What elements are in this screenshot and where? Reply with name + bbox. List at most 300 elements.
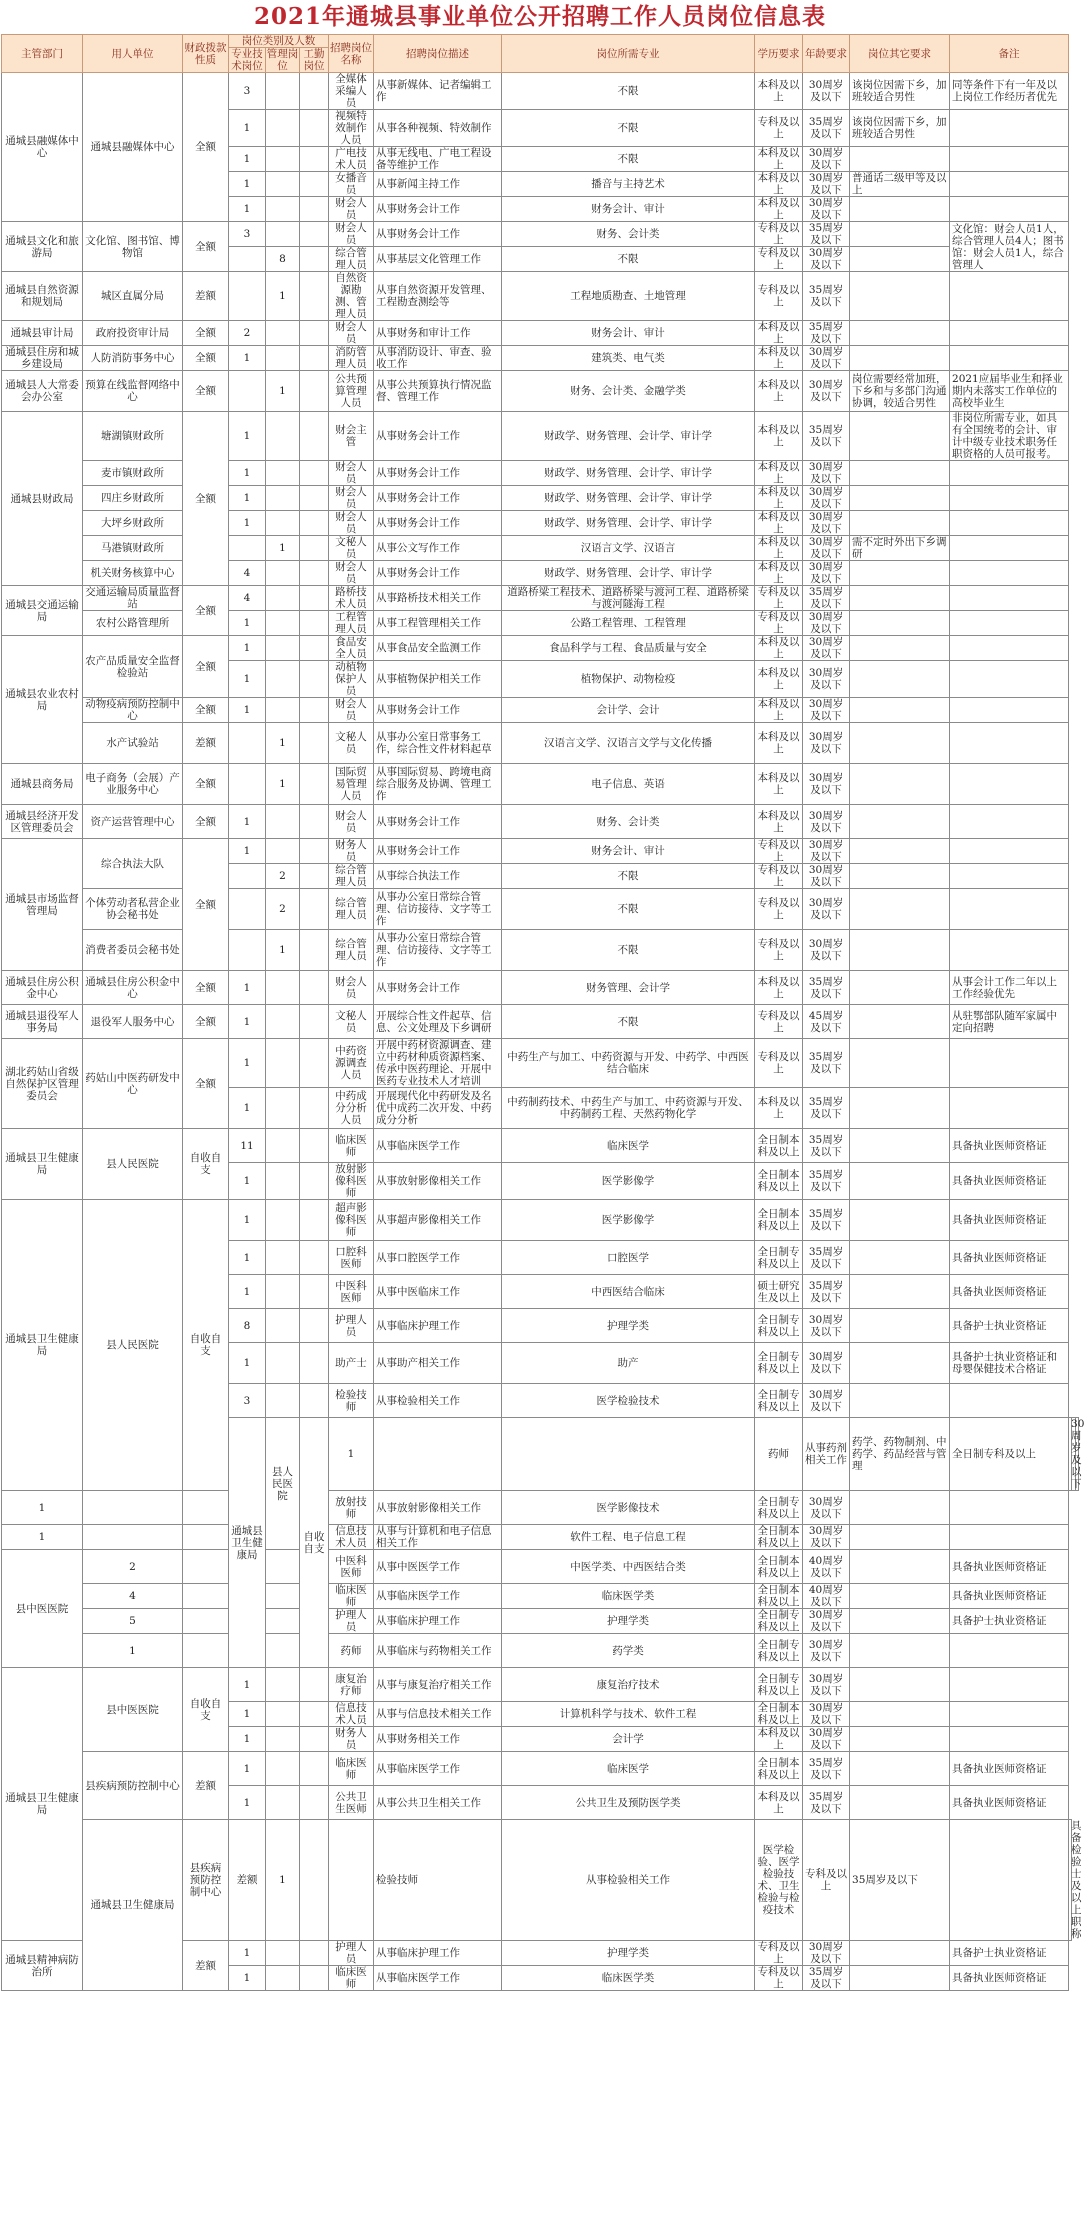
table-cell: 1 (229, 698, 266, 723)
table-cell: 需不定时外出下乡调研 (850, 536, 950, 561)
table-cell: 中医科医师 (329, 1275, 374, 1309)
table-row (2, 511, 1079, 536)
table-cell (300, 971, 329, 1005)
table-cell (300, 1241, 329, 1275)
table-cell: 从事临床医学工作 (374, 1752, 502, 1786)
table-cell: 30周岁及以下 (803, 1525, 850, 1550)
table-row (2, 698, 1079, 723)
table-cell: 通城县卫生健康局 (2, 1200, 83, 1491)
table-cell: 全日制专科及以上 (755, 1309, 803, 1343)
table-cell: 专科及以上 (755, 222, 803, 247)
table-cell: 1 (229, 1752, 266, 1786)
table-cell (300, 536, 329, 561)
table-cell (183, 1525, 229, 1550)
table-cell: 汉语言文学、汉语言文学与文化传播 (502, 723, 755, 764)
table-cell (266, 1668, 300, 1702)
table-cell: 从事新媒体、记者编辑工作 (374, 73, 502, 110)
table-cell (950, 1384, 1069, 1418)
table-cell (300, 636, 329, 661)
table-cell (950, 930, 1069, 971)
table-cell (300, 1005, 329, 1039)
table-cell: 个体劳动者私营企业协会秘书处 (83, 889, 183, 930)
table-cell (229, 371, 266, 412)
table-cell: 1 (229, 1941, 266, 1966)
table-cell: 本科及以上 (755, 147, 803, 172)
table-cell: 资产运营管理中心 (83, 805, 183, 839)
table-cell (502, 1418, 755, 1491)
table-cell: 动物疫病预防控制中心 (83, 698, 183, 723)
table-cell: 从事超声影像相关工作 (374, 1200, 502, 1241)
table-cell: 30周岁及以下 (803, 1343, 850, 1384)
table-cell: 通城县融媒体中心 (2, 73, 83, 222)
table-cell (300, 611, 329, 636)
table-cell: 从事财务会计工作 (374, 971, 502, 1005)
table-cell (850, 805, 950, 839)
table-cell: 35周岁及以下 (803, 1200, 850, 1241)
table-cell: 财会人员 (329, 197, 374, 222)
table-cell (850, 197, 950, 222)
table-cell: 从事公文写作工作 (374, 536, 502, 561)
table-cell: 具备执业医师资格证 (950, 1163, 1069, 1200)
table-cell: 全额 (183, 839, 229, 971)
table-cell: 该岗位因需下乡，加班较适合男性 (850, 73, 950, 110)
table-cell (850, 1384, 950, 1418)
table-cell: 全额 (183, 222, 229, 272)
table-cell (300, 698, 329, 723)
table-cell: 40周岁及以下 (803, 1550, 850, 1584)
table-cell: 1 (2, 1525, 83, 1550)
table-cell: 自然资源勘测、管理人员 (329, 272, 374, 321)
table-cell: 本科及以上 (755, 371, 803, 412)
table-cell: 30周岁及以下 (803, 1609, 850, 1634)
table-cell: 通城县住房和城乡建设局 (2, 346, 83, 371)
table-cell: 具备执业医师资格证 (950, 1786, 1069, 1820)
table-cell: 国际贸易管理人员 (329, 764, 374, 805)
table-cell: 本科及以上 (755, 346, 803, 371)
table-cell (229, 272, 266, 321)
table-cell: 全额 (183, 805, 229, 839)
table-cell: 公共卫生及预防医学类 (502, 1786, 755, 1820)
table-cell: 财务、会计类 (502, 222, 755, 247)
table-cell (950, 536, 1069, 561)
table-cell (266, 1039, 300, 1088)
table-cell: 本科及以上 (755, 172, 803, 197)
table-cell: 通城县卫生健康局 (229, 1418, 266, 1668)
table-cell: 全额 (183, 1005, 229, 1039)
table-cell: 非岗位所需专业，如具有全国统考的会计、审计中级专业技术职务任职资格的人员可报考。 (950, 412, 1069, 461)
table-cell (850, 1966, 950, 1991)
table-cell: 从事与信息技术相关工作 (374, 1702, 502, 1727)
table-cell: 30周岁及以下 (803, 536, 850, 561)
table-cell (266, 1727, 300, 1752)
table-cell: 从事检验相关工作 (374, 1384, 502, 1418)
table-cell: 30周岁及以下 (803, 346, 850, 371)
table-cell (300, 723, 329, 764)
table-cell (266, 1634, 300, 1668)
table-cell: 1 (266, 764, 300, 805)
table-cell (950, 586, 1069, 611)
table-cell: 通城县融媒体中心 (83, 73, 183, 222)
table-cell (950, 839, 1069, 864)
table-cell (300, 561, 329, 586)
table-cell: 道路桥梁工程技术、道路桥梁与渡河工程、道路桥梁与渡河隧海工程 (502, 586, 755, 611)
table-row (2, 486, 1079, 511)
table-cell (300, 272, 329, 321)
table-cell: 财会人员 (329, 486, 374, 511)
table-cell (950, 864, 1069, 889)
table-cell (300, 73, 329, 110)
table-cell: 本科及以上 (755, 971, 803, 1005)
table-cell (850, 839, 950, 864)
table-cell (300, 172, 329, 197)
table-cell: 路桥技术人员 (329, 586, 374, 611)
table-cell: 从事财务会计工作 (374, 461, 502, 486)
table-cell (850, 1129, 950, 1163)
table-cell: 全额 (183, 1039, 229, 1129)
table-cell (950, 1820, 1069, 1941)
table-cell: 1 (229, 1200, 266, 1241)
header-edu: 学历要求 (755, 35, 803, 73)
table-row (2, 1005, 1079, 1039)
table-cell (300, 1309, 329, 1343)
table-cell: 具备执业医师资格证 (950, 1241, 1069, 1275)
table-cell: 临床医学 (502, 1129, 755, 1163)
table-cell (83, 1525, 183, 1550)
table-cell: 不限 (502, 73, 755, 110)
table-cell: 全日制本科及以上 (755, 1129, 803, 1163)
header-major: 岗位所需专业 (502, 35, 755, 73)
table-cell: 综合管理人员 (329, 247, 374, 272)
table-cell: 从事办公室日常综合管理、信访接待、文字等工作 (374, 930, 502, 971)
table-cell: 不限 (502, 930, 755, 971)
table-cell: 从事公共预算执行情况监督、管理工作 (374, 371, 502, 412)
table-cell (300, 222, 329, 247)
table-row (2, 1634, 1079, 1668)
table-cell (950, 1727, 1069, 1752)
table-cell (300, 110, 329, 147)
table-cell (266, 1966, 300, 1991)
table-cell: 药学类 (502, 1634, 755, 1668)
table-cell: 中医学类、中西医结合类 (502, 1550, 755, 1584)
table-cell: 专科及以上 (755, 839, 803, 864)
table-cell (229, 889, 266, 930)
table-cell: 2 (266, 889, 300, 930)
table-cell (229, 723, 266, 764)
table-cell (850, 1786, 950, 1820)
table-cell (266, 636, 300, 661)
table-cell: 从事公共卫生相关工作 (374, 1786, 502, 1820)
table-cell (850, 1088, 950, 1129)
table-cell: 临床医学 (502, 1752, 755, 1786)
table-cell (300, 371, 329, 412)
table-cell: 具备护士执业资格证和母婴保健技术合格证 (950, 1343, 1069, 1384)
table-cell: 公路工程管理、工程管理 (502, 611, 755, 636)
table-cell: 从事植物保护相关工作 (374, 661, 502, 698)
table-cell: 2 (83, 1550, 183, 1584)
table-cell (266, 586, 300, 611)
header-age: 年龄要求 (803, 35, 850, 73)
header-other: 岗位其它要求 (850, 35, 950, 73)
table-cell (300, 1129, 329, 1163)
table-cell: 1 (229, 172, 266, 197)
table-cell: 1 (266, 930, 300, 971)
table-cell: 30周岁及以下 (803, 1702, 850, 1727)
table-cell: 本科及以上 (755, 1727, 803, 1752)
table-cell: 35周岁及以下 (803, 321, 850, 346)
table-cell: 自收自支 (300, 1418, 329, 1668)
table-cell: 汉语言文学、汉语言 (502, 536, 755, 561)
table-cell: 30周岁及以下 (803, 73, 850, 110)
table-cell: 综合管理人员 (329, 864, 374, 889)
table-cell: 具备执业医师资格证 (950, 1200, 1069, 1241)
table-cell (850, 247, 950, 272)
table-cell (850, 889, 950, 930)
table-cell: 30周岁及以下 (803, 197, 850, 222)
table-cell: 护理人员 (329, 1941, 374, 1966)
table-cell (266, 222, 300, 247)
table-cell: 开展中药材资源调查、建立中药材种质资源档案、传承中医药理论、开展中医药专业技术人才培训 (374, 1039, 502, 1088)
table-cell (300, 346, 329, 371)
table-row (2, 1491, 1079, 1525)
table-cell (850, 1584, 950, 1609)
table-cell: 专科及以上 (755, 864, 803, 889)
table-cell (300, 1200, 329, 1241)
table-cell: 30周岁及以下 (803, 1727, 850, 1752)
table-row (2, 1129, 1079, 1163)
table-cell: 具备护士执业资格证 (950, 1309, 1069, 1343)
table-cell (266, 661, 300, 698)
table-row (2, 636, 1079, 661)
table-cell: 软件工程、电子信息工程 (502, 1525, 755, 1550)
table-cell: 1 (229, 971, 266, 1005)
table-cell (850, 1241, 950, 1275)
table-cell (950, 147, 1069, 172)
table-cell (950, 611, 1069, 636)
table-cell (850, 1309, 950, 1343)
table-cell (950, 486, 1069, 511)
table-cell: 30周岁及以下 (803, 247, 850, 272)
table-cell: 通城县卫生健康局 (2, 1668, 83, 1941)
table-cell (300, 1752, 329, 1786)
table-cell: 医学影像学 (502, 1163, 755, 1200)
table-cell: 全额 (183, 321, 229, 346)
table-cell: 超声影像科医师 (329, 1200, 374, 1241)
table-cell: 水产试验站 (83, 723, 183, 764)
table-cell: 差额 (183, 723, 229, 764)
table-cell (300, 247, 329, 272)
table-cell: 本科及以上 (755, 536, 803, 561)
table-cell: 检验技师 (329, 1384, 374, 1418)
table-cell (300, 1343, 329, 1384)
table-cell: 全日制专科及以上 (755, 1668, 803, 1702)
table-cell: 从事基层文化管理工作 (374, 247, 502, 272)
table-cell: 临床医学类 (502, 1966, 755, 1991)
table-row (2, 930, 1079, 971)
table-cell: 具备执业医师资格证 (950, 1966, 1069, 1991)
table-cell (266, 197, 300, 222)
table-cell (266, 805, 300, 839)
table-cell: 30周岁及以下 (803, 611, 850, 636)
table-cell: 从事临床护理工作 (374, 1309, 502, 1343)
table-cell (300, 1941, 329, 1966)
table-cell (300, 930, 329, 971)
table-cell: 文化馆、图书馆、博物馆 (83, 222, 183, 272)
table-cell (850, 1702, 950, 1727)
table-cell: 从事食品安全监测工作 (374, 636, 502, 661)
table-cell: 综合执法大队 (83, 839, 183, 889)
table-cell: 35周岁及以下 (803, 1786, 850, 1820)
table-cell: 县人民医院 (83, 1200, 183, 1491)
table-cell: 从事财务相关工作 (374, 1727, 502, 1752)
table-cell: 专科及以上 (803, 1820, 850, 1941)
table-cell: 通城县卫生健康局 (83, 1820, 183, 1991)
table-cell: 全额 (183, 73, 229, 222)
table-cell: 麦市镇财政所 (83, 461, 183, 486)
table-cell: 综合管理人员 (329, 889, 374, 930)
table-cell: 不限 (502, 864, 755, 889)
table-cell: 护理学类 (502, 1309, 755, 1343)
table-cell (266, 1786, 300, 1820)
table-cell: 1 (2, 1491, 83, 1525)
table-cell (266, 1129, 300, 1163)
table-cell (850, 611, 950, 636)
table-cell: 35周岁及以下 (803, 222, 850, 247)
table-cell: 4 (83, 1584, 183, 1609)
table-cell: 从驻鄂部队随军家属中定向招聘 (950, 1005, 1069, 1039)
table-cell: 差额 (183, 1941, 229, 1991)
table-cell (300, 586, 329, 611)
table-cell (266, 971, 300, 1005)
table-cell: 全日制本科及以上 (755, 1702, 803, 1727)
table-cell: 财会人员 (329, 461, 374, 486)
table-cell: 具备护士执业资格证 (950, 1609, 1069, 1634)
table-cell: 财政学、财务管理、会计学、审计学 (502, 561, 755, 586)
table-cell: 全日制本科及以上 (755, 1584, 803, 1609)
table-cell: 全日制专科及以上 (755, 1241, 803, 1275)
table-cell: 3 (229, 1384, 266, 1418)
table-cell: 从事检验相关工作 (502, 1820, 755, 1941)
table-cell: 护理学类 (502, 1941, 755, 1966)
table-row (2, 222, 1079, 247)
table-cell: 财会人员 (329, 698, 374, 723)
table-cell (850, 321, 950, 346)
header-cat-mgmt: 管理岗位 (266, 48, 299, 72)
table-cell: 财务、会计类 (502, 805, 755, 839)
table-cell: 本科及以上 (755, 723, 803, 764)
table-cell (300, 1275, 329, 1309)
table-cell: 从事国际贸易、跨境电商综合服务及协调、管理工作 (374, 764, 502, 805)
table-row (2, 1039, 1079, 1088)
table-cell: 医学检验技术 (502, 1384, 755, 1418)
table-cell (300, 1668, 329, 1702)
table-cell (300, 839, 329, 864)
table-cell (950, 321, 1069, 346)
table-cell: 从事药剂相关工作 (803, 1418, 850, 1491)
table-cell (950, 1634, 1069, 1668)
table-cell: 1 (229, 511, 266, 536)
table-cell (266, 1200, 300, 1241)
table-cell: 本科及以上 (755, 321, 803, 346)
table-cell (266, 1702, 300, 1727)
table-cell: 普通话二级甲等及以上 (850, 172, 950, 197)
table-cell (266, 172, 300, 197)
table-cell (266, 1609, 300, 1634)
table-cell (300, 764, 329, 805)
table-cell: 30周岁及以下 (803, 461, 850, 486)
table-cell: 食品安全人员 (329, 636, 374, 661)
table-cell: 从事财务和审计工作 (374, 321, 502, 346)
table-cell: 8 (229, 1309, 266, 1343)
table-cell (950, 172, 1069, 197)
table-cell: 从事办公室日常综合管理、信访接待、文字等工作 (374, 889, 502, 930)
table-cell (300, 412, 329, 461)
table-cell: 护理人员 (329, 1309, 374, 1343)
table-cell: 从事放射影像相关工作 (374, 1163, 502, 1200)
table-cell: 从事中医临床工作 (374, 1275, 502, 1309)
table-cell: 通城县住房公积金中心 (83, 971, 183, 1005)
table-cell: 硕士研究生及以上 (755, 1275, 803, 1309)
table-cell: 临床医师 (329, 1584, 374, 1609)
table-cell: 财会人员 (329, 971, 374, 1005)
table-cell (850, 1634, 950, 1668)
table-cell (950, 1491, 1069, 1525)
table-cell (229, 764, 266, 805)
table-cell: 全额 (183, 698, 229, 723)
table-cell: 岗位需要经常加班，下乡和与多部门沟通协调，较适合男性 (850, 371, 950, 412)
table-cell: 从事财务会计工作 (374, 805, 502, 839)
table-cell (950, 346, 1069, 371)
positions-table (1, 34, 1084, 1991)
table-row (2, 586, 1079, 611)
table-cell (950, 661, 1069, 698)
table-cell: 计算机科学与技术、软件工程 (502, 1702, 755, 1727)
table-cell (266, 1088, 300, 1129)
table-cell: 从事各种视频、特效制作 (374, 110, 502, 147)
table-cell (266, 1343, 300, 1384)
table-cell: 财会人员 (329, 805, 374, 839)
table-cell: 财务会计、审计 (502, 197, 755, 222)
table-cell: 35周岁及以下 (803, 971, 850, 1005)
table-cell: 4 (229, 561, 266, 586)
table-cell (300, 1702, 329, 1727)
table-cell: 30周岁及以下 (803, 930, 850, 971)
table-cell: 全媒体采编人员 (329, 73, 374, 110)
table-cell (266, 1275, 300, 1309)
table-cell: 专科及以上 (755, 272, 803, 321)
table-cell: 本科及以上 (755, 73, 803, 110)
table-cell: 本科及以上 (755, 197, 803, 222)
table-cell: 具备执业医师资格证 (950, 1584, 1069, 1609)
table-cell (300, 805, 329, 839)
header-unit: 用人单位 (83, 35, 183, 73)
table-cell: 从事中医医学工作 (374, 1550, 502, 1584)
table-cell (266, 611, 300, 636)
table-cell: 政府投资审计局 (83, 321, 183, 346)
table-cell: 县疾病预防控制中心 (183, 1820, 229, 1941)
table-cell: 从事新闻主持工作 (374, 172, 502, 197)
table-cell: 全日制专科及以上 (755, 1491, 803, 1525)
table-cell: 不限 (502, 889, 755, 930)
document-title: 2021年通城县事业单位公开招聘工作人员岗位信息表 (253, 3, 826, 30)
table-cell (266, 1941, 300, 1966)
table-cell: 全日制本科及以上 (755, 1550, 803, 1584)
table-cell (850, 222, 950, 247)
table-cell (266, 1309, 300, 1343)
table-cell: 文秘人员 (329, 723, 374, 764)
table-row (2, 412, 1079, 461)
table-cell: 35周岁及以下 (850, 1820, 950, 1941)
table-cell (266, 511, 300, 536)
